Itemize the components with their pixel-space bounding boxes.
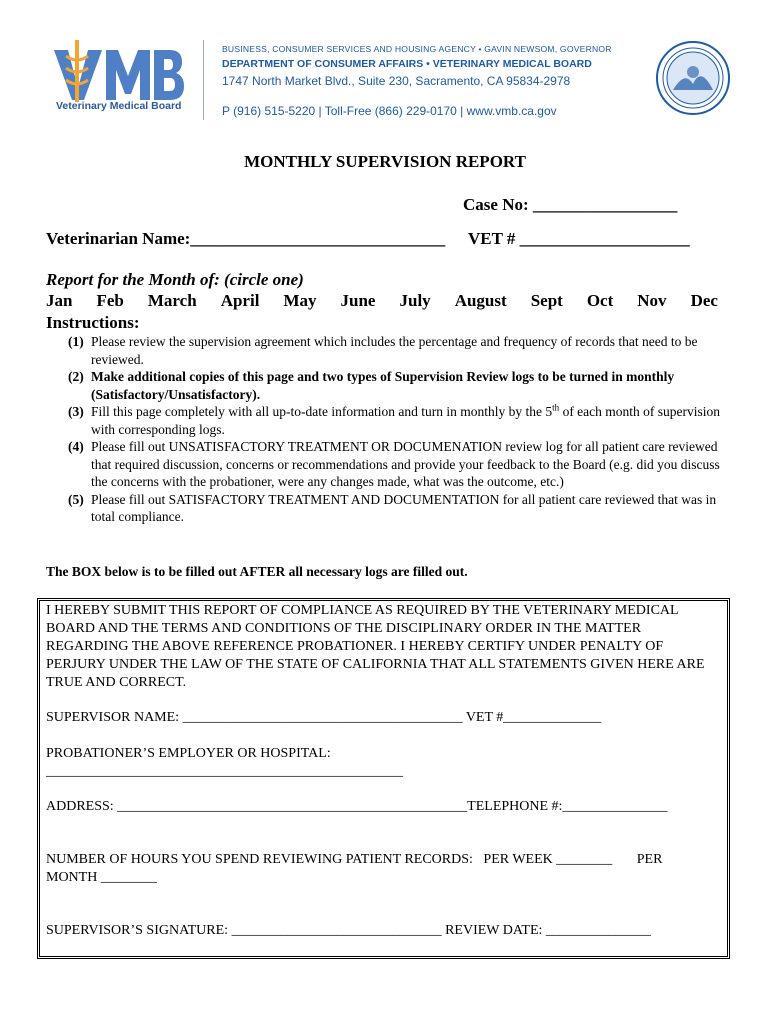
vet-number-field[interactable]: VET # ____________________ (468, 229, 690, 248)
month-option[interactable]: Oct (586, 291, 614, 310)
month-option[interactable]: Jan (46, 291, 73, 310)
hours-per-week-field[interactable]: NUMBER OF HOURS YOU SPEND REVIEWING PATIENT RECORDS: PER WEEK ________ PER (46, 852, 663, 867)
instructions-heading: Instructions: (46, 313, 140, 332)
instruction-text: Please fill out UNSATISFACTORY TREATMENT OR DOCUMENATION review log for all patient care reviewed that required discussion, concerns or recommendations and provide your feedback to the Board (e.g. did you discuss the concerns with the probationer, were any changes made, what was the outcome, etc.) (91, 439, 720, 489)
instruction-number: (5) (68, 491, 84, 507)
employer-label: PROBATIONER’S EMPLOYER OR HOSPITAL: (46, 746, 331, 761)
instruction-number: (4) (68, 439, 84, 454)
month-option[interactable]: Feb (96, 291, 124, 310)
certification-content (46, 602, 722, 940)
instruction-text: Please review the supervision agreement which includes the percentage and frequency of records that need to be reviewed. (91, 334, 698, 367)
instruction-text (91, 403, 728, 438)
month-option[interactable]: July (399, 291, 431, 310)
month-options (46, 291, 718, 311)
page-title: MONTHLY SUPERVISION REPORT (244, 152, 526, 171)
contact-line: P (916) 515-5220 | Toll-Free (866) 229-0170 | www.vmb.ca.gov (222, 104, 557, 118)
instructions-list (68, 333, 728, 526)
header-divider (203, 40, 204, 120)
instruction-number: (3) (68, 404, 84, 419)
instruction-text: Please fill out SATISFACTORY TREATMENT AND DOCUMENTATION for all patient care reviewed that was in total compliance. (91, 491, 717, 524)
veterinarian-name-field[interactable]: Veterinarian Name:______________________________ (46, 229, 446, 248)
instruction-item (68, 368, 728, 403)
hours-per-month-field[interactable]: MONTH ________ (46, 870, 157, 885)
month-option[interactable]: June (340, 291, 376, 310)
instruction-item (68, 491, 728, 526)
month-option[interactable]: August (454, 291, 507, 310)
month-option[interactable]: Sept (530, 291, 563, 310)
instruction-text-part: Fill this page completely with all up-to-date information and turn in monthly by the 5 (91, 404, 553, 419)
case-number-field[interactable]: Case No: _________________ (463, 195, 678, 214)
month-option[interactable]: March (147, 291, 197, 310)
employer-field[interactable]: ___________________________________________________ (46, 764, 403, 779)
instruction-item (68, 403, 728, 438)
report-month-label: Report for the Month of: (circle one) (46, 270, 304, 289)
instruction-item (68, 438, 728, 491)
month-option[interactable]: April (220, 291, 260, 310)
instruction-text-part: of each month of supervision with corresponding logs. (91, 404, 721, 437)
department-line: DEPARTMENT OF CONSUMER AFFAIRS • VETERINARY MEDICAL BOARD (222, 58, 592, 70)
month-option[interactable]: Nov (637, 291, 667, 310)
agency-line: BUSINESS, CONSUMER SERVICES AND HOUSING AGENCY • GAVIN NEWSOM, GOVERNOR (222, 44, 612, 54)
ordinal-suffix: th (552, 402, 560, 413)
certification-statement: I HEREBY SUBMIT THIS REPORT OF COMPLIANCE AS REQUIRED BY THE VETERINARY MEDICAL BOARD AND THE TERMS AND CONDITIONS OF THE DISCIPLINARY ORDER IN THE MATTER REGARDING THE ABOVE REFERENCE PROBATIONER. I HEREBY CERTIFY UNDER PENALTY OF PERJURY UNDER THE LAW OF THE STATE OF CALIFORNIA THAT ALL STATEMENTS GIVEN HERE ARE TRUE AND CORRECT. (46, 603, 705, 690)
address-field[interactable]: ADDRESS: __________________________________________________TELEPHONE #:_______________ (46, 799, 668, 814)
supervisor-name-field[interactable]: SUPERVISOR NAME: ________________________________________ VET #______________ (46, 710, 602, 725)
instruction-item (68, 333, 728, 368)
month-option[interactable]: May (283, 291, 317, 310)
box-note: The BOX below is to be filled out AFTER all necessary logs are filled out. (46, 564, 468, 579)
address-line: 1747 North Market Blvd., Suite 230, Sacramento, CA 95834-2978 (222, 74, 571, 88)
state-seal-icon (655, 40, 731, 116)
signature-field[interactable]: SUPERVISOR’S SIGNATURE: ______________________________ REVIEW DATE: _______________ (46, 923, 651, 938)
instruction-text: Make additional copies of this page and two types of Supervision Review logs to be turned in monthly (Satisfactory/Unsatisfactory). (91, 369, 675, 402)
month-option[interactable]: Dec (690, 291, 718, 310)
logo-text: Veterinary Medical Board (56, 100, 182, 112)
instruction-number: (2) (68, 369, 84, 384)
instruction-number: (1) (68, 334, 84, 349)
